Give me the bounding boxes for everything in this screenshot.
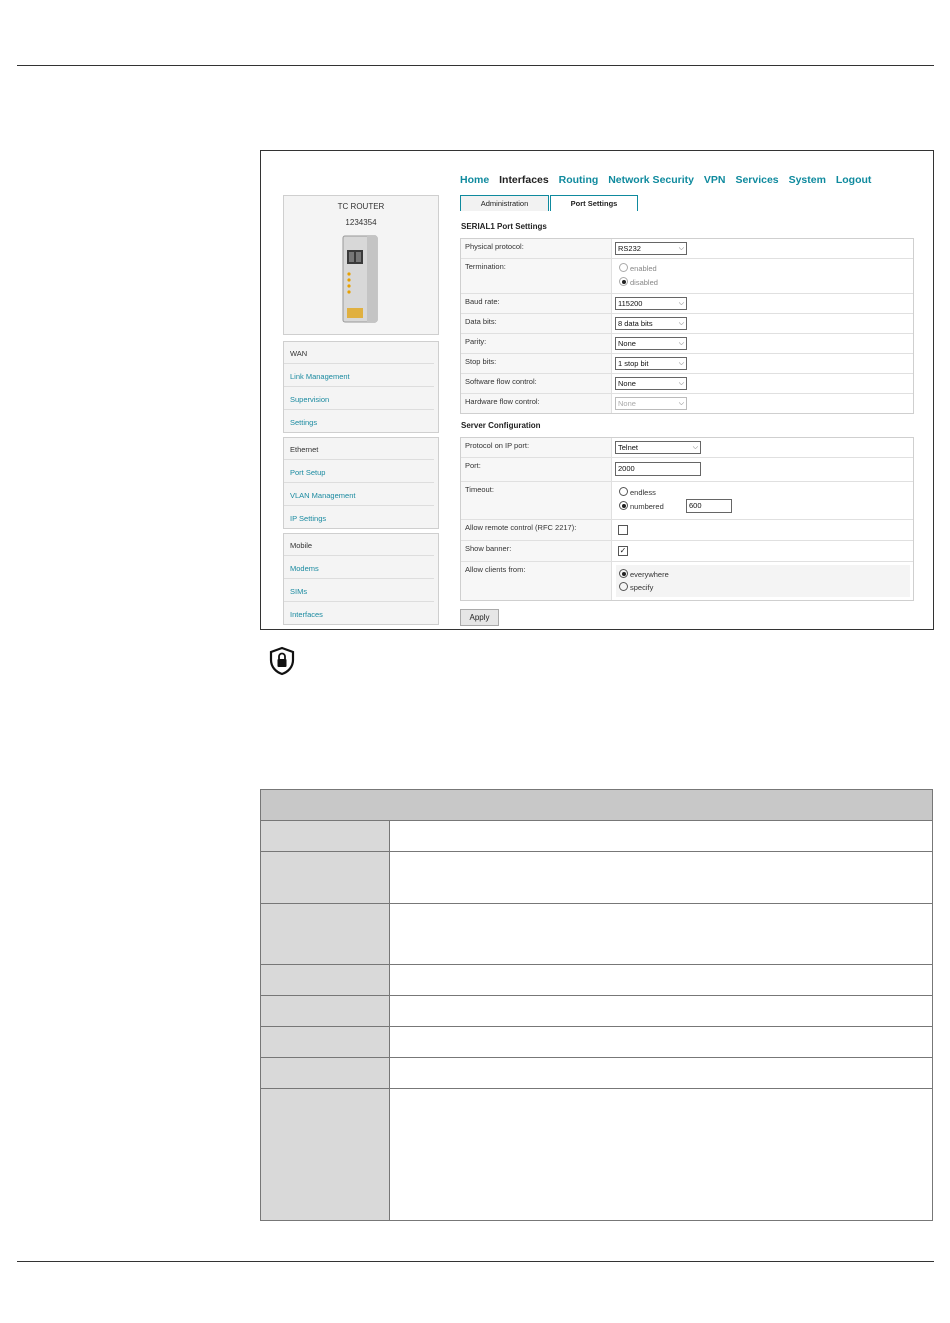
nav-group-wan bbox=[283, 341, 439, 433]
label: Port: bbox=[465, 461, 481, 470]
table-row bbox=[261, 1027, 932, 1058]
clients-specify-radio[interactable]: specify bbox=[619, 582, 653, 592]
protocol-select[interactable]: Telnet ⌵ bbox=[615, 441, 701, 454]
chevron-down-icon: ⌵ bbox=[678, 245, 684, 252]
remote-control-checkbox[interactable] bbox=[618, 525, 628, 535]
chevron-down-icon: ⌵ bbox=[692, 444, 698, 451]
timeout-numbered-radio[interactable]: numbered bbox=[619, 501, 664, 511]
table-header bbox=[261, 790, 932, 821]
timeout-value-input[interactable]: 600 bbox=[686, 499, 732, 513]
chevron-down-icon: ⌵ bbox=[678, 380, 684, 387]
label: Show banner: bbox=[465, 544, 512, 553]
chevron-down-icon: ⌵ bbox=[678, 300, 684, 307]
parity-select[interactable]: None ⌵ bbox=[615, 337, 687, 350]
serial-section-title: SERIAL1 Port Settings bbox=[461, 222, 547, 231]
nav-group-header: Mobile bbox=[284, 534, 434, 556]
label: Hardware flow control: bbox=[465, 397, 540, 406]
server-section-title: Server Configuration bbox=[461, 421, 541, 430]
chevron-down-icon: ⌵ bbox=[678, 320, 684, 327]
menu-vpn[interactable]: VPN bbox=[703, 174, 726, 186]
tab-administration[interactable]: Administration bbox=[460, 195, 549, 211]
menu-home[interactable]: Home bbox=[460, 174, 490, 186]
hardware-flow-select[interactable]: None ⌵ bbox=[615, 397, 687, 410]
baud-rate-select[interactable]: 115200 ⌵ bbox=[615, 297, 687, 310]
row-baud-rate bbox=[461, 294, 913, 314]
clients-everywhere-radio[interactable]: everywhere bbox=[619, 569, 669, 579]
row-protocol bbox=[461, 438, 913, 458]
device-card bbox=[283, 195, 439, 335]
tab-port-settings[interactable]: Port Settings bbox=[550, 195, 638, 211]
label: Timeout: bbox=[465, 485, 494, 494]
label: Software flow control: bbox=[465, 377, 537, 386]
nav-group-header: WAN bbox=[284, 342, 434, 364]
shield-lock-icon bbox=[268, 646, 296, 676]
nav-group-ethernet bbox=[283, 437, 439, 529]
table-row bbox=[261, 1089, 932, 1220]
row-show-banner bbox=[461, 541, 913, 562]
label: Allow clients from: bbox=[465, 565, 526, 574]
nav-item-port-setup[interactable]: Port Setup bbox=[284, 460, 434, 483]
row-software-flow-control bbox=[461, 374, 913, 394]
server-config-form bbox=[460, 437, 914, 601]
table-row bbox=[261, 821, 932, 852]
label: Data bits: bbox=[465, 317, 497, 326]
row-parity bbox=[461, 334, 913, 354]
menu-interfaces[interactable]: Interfaces bbox=[499, 174, 549, 186]
nav-item-ip-settings[interactable]: IP Settings bbox=[290, 514, 327, 523]
data-bits-select[interactable]: 8 data bits ⌵ bbox=[615, 317, 687, 330]
label: Baud rate: bbox=[465, 297, 500, 306]
table-row bbox=[261, 852, 932, 904]
row-remote-control bbox=[461, 520, 913, 541]
router-web-ui-screenshot bbox=[260, 150, 934, 630]
row-port bbox=[461, 458, 913, 482]
label: Parity: bbox=[465, 337, 487, 346]
row-allow-clients bbox=[461, 562, 913, 600]
serial-settings-form bbox=[460, 238, 914, 414]
device-serial: 1234354 bbox=[345, 218, 377, 227]
software-flow-select[interactable]: None ⌵ bbox=[615, 377, 687, 390]
table-row bbox=[261, 1058, 932, 1089]
port-input[interactable]: 2000 bbox=[615, 462, 701, 476]
nav-item-interfaces[interactable]: Interfaces bbox=[290, 610, 323, 619]
termination-enabled-radio[interactable]: enabled bbox=[619, 263, 657, 273]
row-termination bbox=[461, 259, 913, 294]
show-banner-checkbox[interactable]: ✓ bbox=[619, 546, 627, 555]
physical-protocol-select[interactable]: RS232 ⌵ bbox=[615, 242, 687, 255]
row-physical-protocol bbox=[461, 239, 913, 259]
description-table bbox=[260, 789, 933, 1221]
footer-rule bbox=[17, 1261, 934, 1262]
table-row bbox=[261, 965, 932, 996]
nav-item-settings[interactable]: Settings bbox=[290, 418, 318, 427]
menu-system[interactable]: System bbox=[788, 174, 826, 186]
table-row bbox=[261, 904, 932, 965]
chevron-down-icon: ⌵ bbox=[678, 360, 684, 367]
label: Protocol on IP port: bbox=[465, 441, 530, 450]
label: Stop bits: bbox=[465, 357, 497, 366]
nav-item-link-management[interactable]: Link Management bbox=[284, 364, 434, 387]
label: Allow remote control (RFC 2217): bbox=[465, 523, 577, 532]
row-hardware-flow-control bbox=[461, 394, 913, 413]
nav-group-header: Ethernet bbox=[284, 438, 434, 460]
device-name: TC ROUTER bbox=[337, 202, 385, 211]
menu-services[interactable]: Services bbox=[735, 174, 779, 186]
nav-item-vlan-management[interactable]: VLAN Management bbox=[284, 483, 434, 506]
label: Physical protocol: bbox=[465, 242, 524, 251]
header-rule bbox=[17, 65, 934, 66]
label: Termination: bbox=[465, 262, 506, 271]
menu-routing[interactable]: Routing bbox=[558, 174, 599, 186]
chevron-down-icon: ⌵ bbox=[678, 400, 684, 407]
nav-group-mobile bbox=[283, 533, 439, 625]
chevron-down-icon: ⌵ bbox=[678, 340, 684, 347]
row-timeout bbox=[461, 482, 913, 520]
termination-disabled-radio[interactable]: disabled bbox=[619, 277, 658, 287]
nav-item-sims[interactable]: SIMs bbox=[284, 579, 434, 602]
timeout-endless-radio[interactable]: endless bbox=[619, 487, 656, 497]
menu-logout[interactable]: Logout bbox=[835, 174, 872, 186]
row-data-bits bbox=[461, 314, 913, 334]
top-menu bbox=[460, 174, 878, 186]
apply-button[interactable]: Apply bbox=[460, 609, 499, 626]
nav-item-modems[interactable]: Modems bbox=[284, 556, 434, 579]
table-row bbox=[261, 996, 932, 1027]
nav-item-supervision[interactable]: Supervision bbox=[284, 387, 434, 410]
router-device-image bbox=[337, 232, 383, 328]
row-stop-bits bbox=[461, 354, 913, 374]
stop-bits-select[interactable]: 1 stop bit ⌵ bbox=[615, 357, 687, 370]
menu-network-security[interactable]: Network Security bbox=[608, 174, 694, 186]
